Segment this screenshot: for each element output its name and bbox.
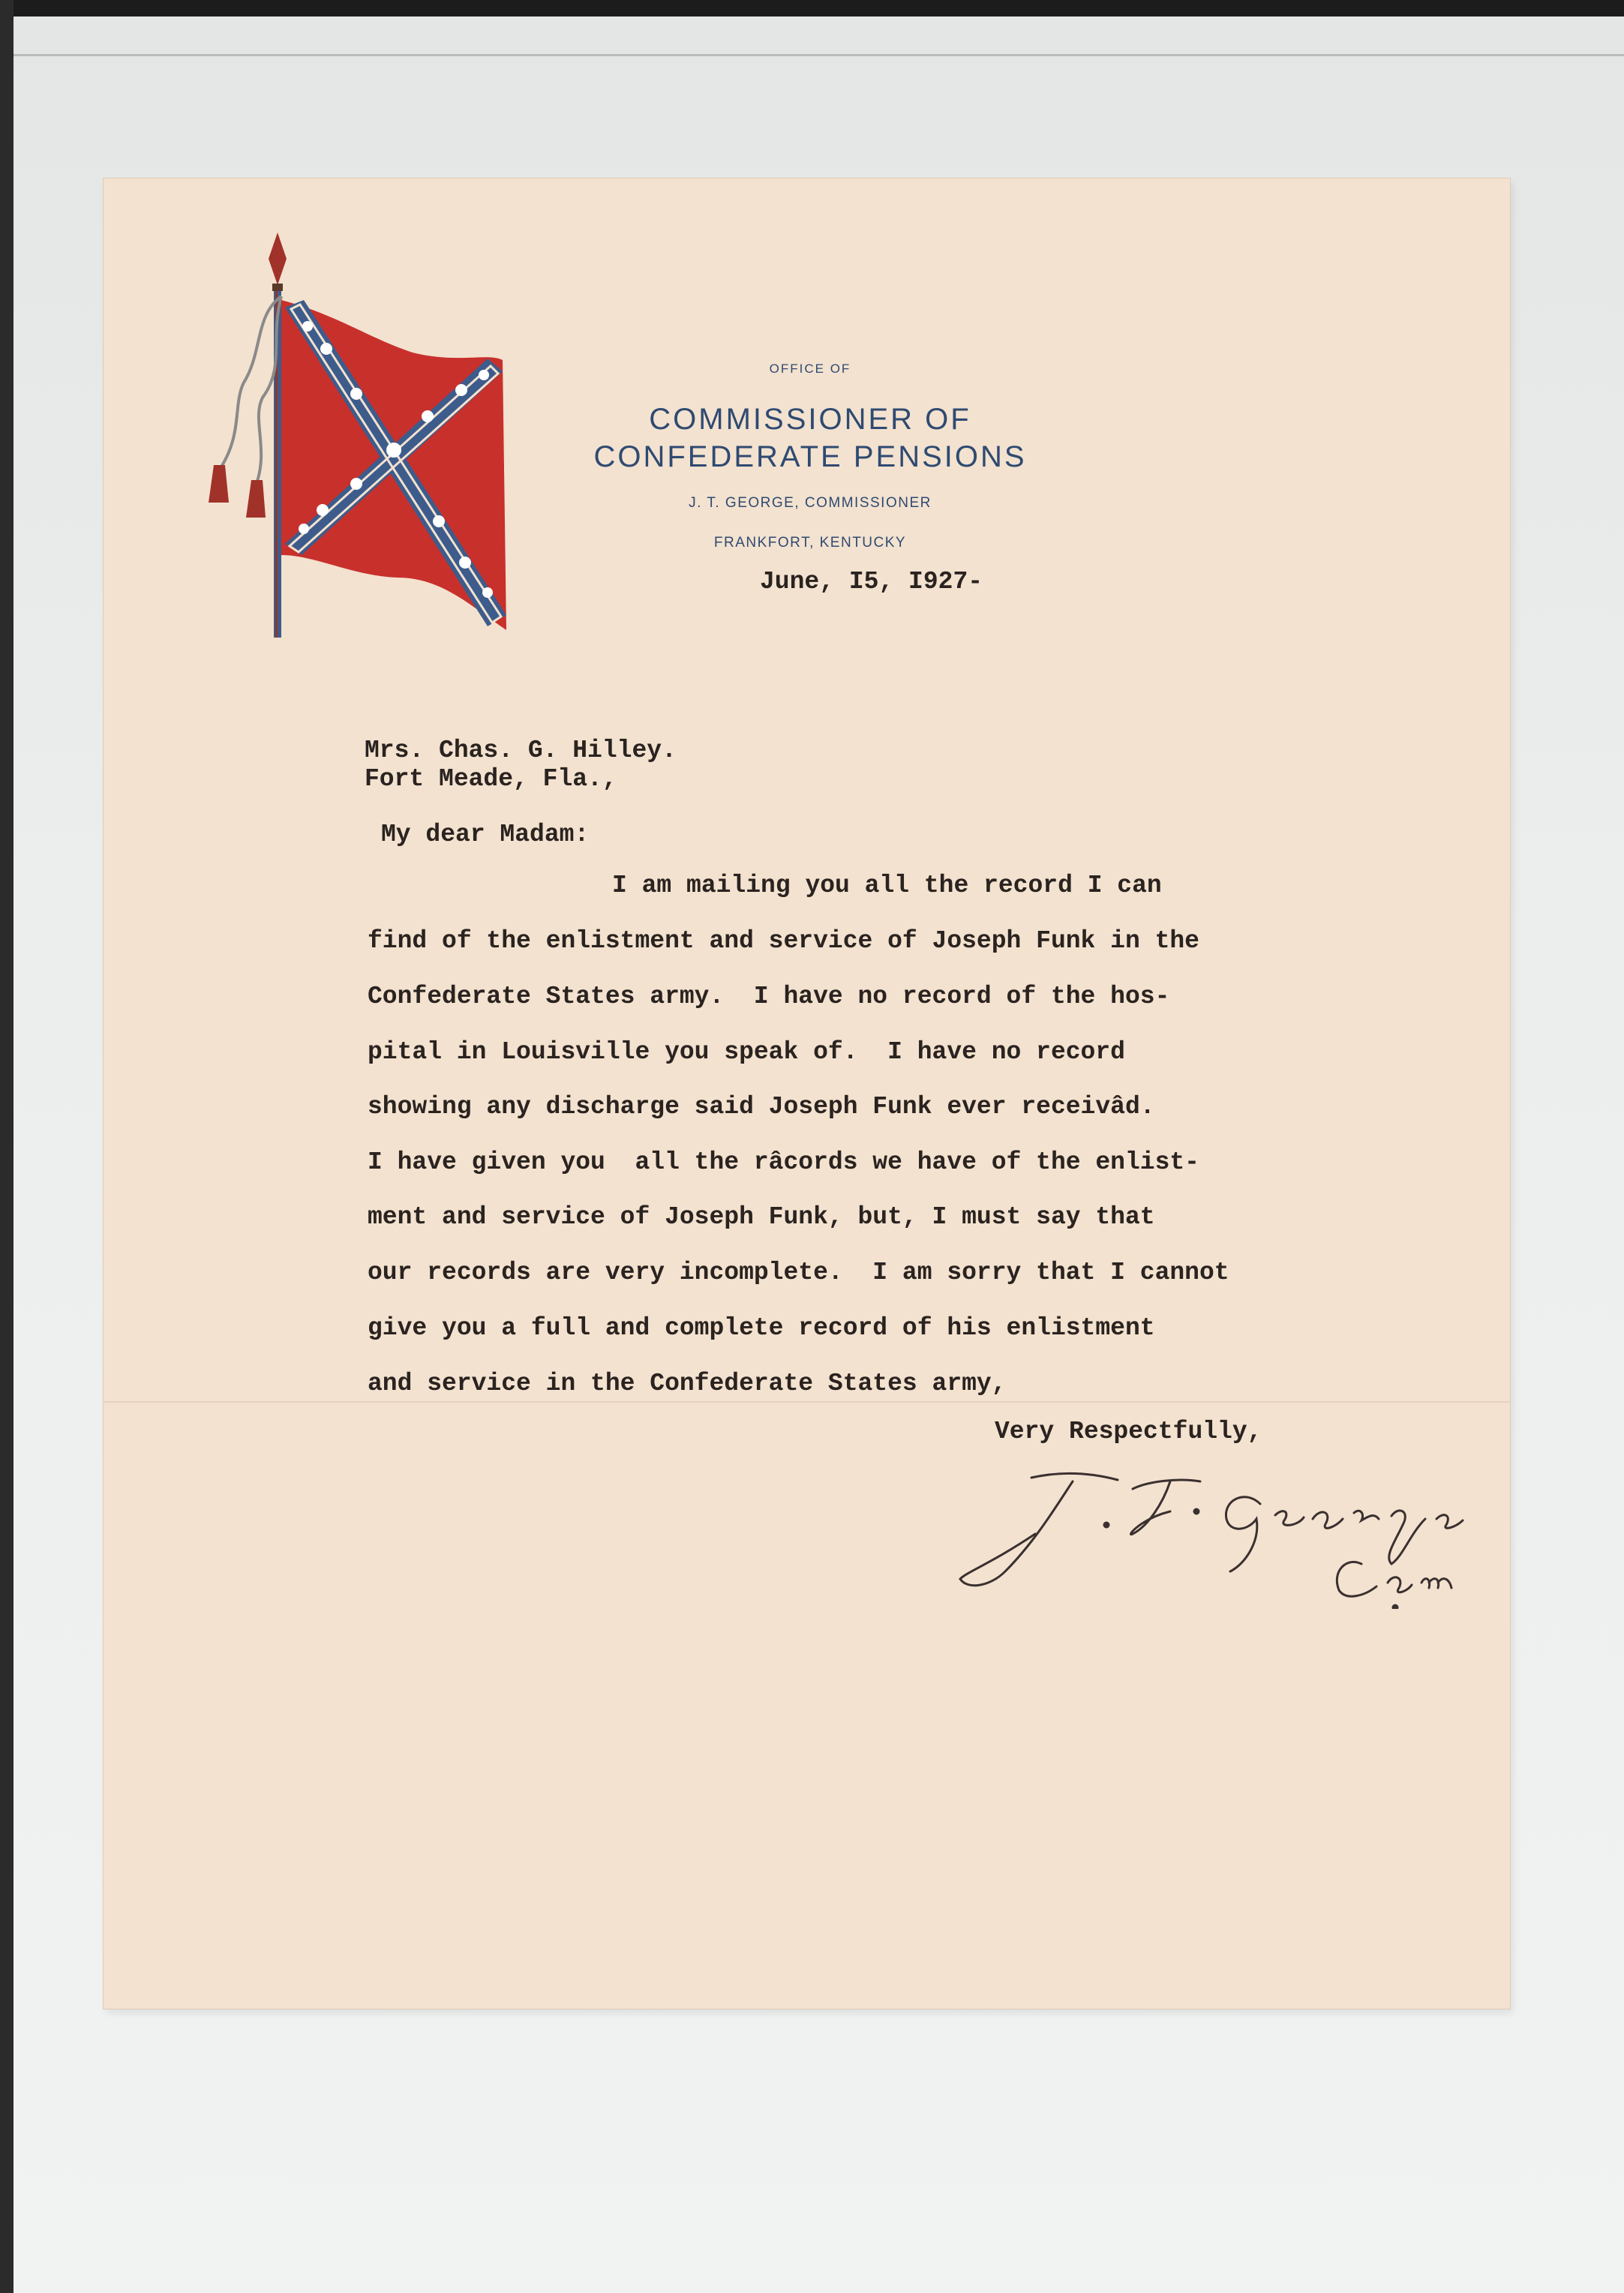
recipient-address: Fort Meade, Fla., xyxy=(365,765,617,793)
body-line: ment and service of Joseph Funk, but, I must say that xyxy=(368,1203,1155,1231)
letter-date: June, I5, I927- xyxy=(760,568,983,596)
scanner-top-edge xyxy=(0,0,1624,17)
letterhead-title-line2: CONFEDERATE PENSIONS xyxy=(593,440,1027,473)
body-line: I am mailing you all the record I can xyxy=(612,872,1162,899)
letterhead-location: FRANKFORT, KENTUCKY xyxy=(713,535,907,551)
sleeve-edge xyxy=(14,54,1624,56)
handwritten-signature xyxy=(945,1459,1485,1609)
body-line: find of the enlistment and service of Joseph Funk in the xyxy=(368,927,1199,955)
body-line: I have given you all the râcords we have of the enlist- xyxy=(368,1148,1199,1176)
letterhead-commissioner: J. T. GEORGE, COMMISSIONER xyxy=(689,495,932,511)
confederate-flag-icon xyxy=(173,225,518,645)
body-line: showing any discharge said Joseph Funk ever receivâd. xyxy=(368,1093,1155,1121)
recipient-name: Mrs. Chas. G. Hilley. xyxy=(365,737,677,764)
body-line: Confederate States army. I have no record of the hos- xyxy=(368,983,1170,1010)
body-line: give you a full and complete record of his enlistment xyxy=(368,1314,1155,1342)
letterhead-title-line1: COMMISSIONER OF xyxy=(649,403,971,436)
letterhead-office-of: OFFICE OF xyxy=(769,362,851,376)
body-line: and service in the Confederate States army, xyxy=(368,1370,1007,1397)
closing: Very Respectfully, xyxy=(995,1418,1262,1445)
salutation: My dear Madam: xyxy=(381,821,590,848)
body-line: our records are very incomplete. I am sorry that I cannot xyxy=(368,1259,1229,1286)
scanner-left-edge xyxy=(0,0,14,2293)
body-line: pital in Louisville you speak of. I have no record xyxy=(368,1038,1125,1066)
